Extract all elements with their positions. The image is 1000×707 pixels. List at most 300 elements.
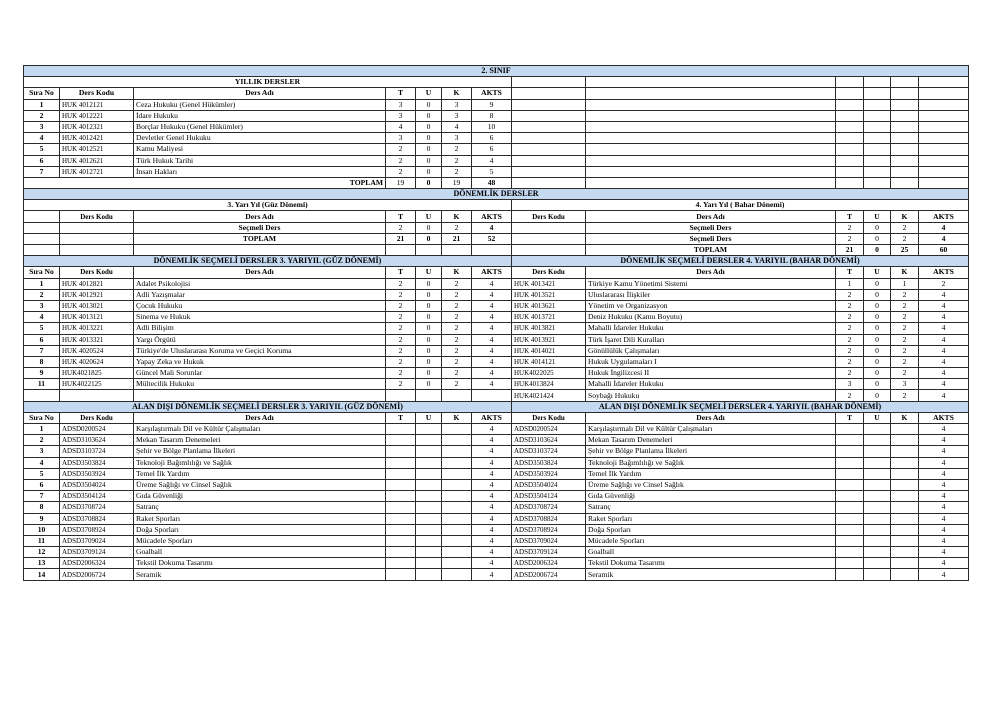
value-cell: 2 bbox=[442, 379, 472, 390]
secmeli-title-row bbox=[24, 256, 969, 267]
value-cell: 4 bbox=[472, 446, 512, 457]
course-name: Karşılaştırmalı Dil ve Kültür Çalışmaları bbox=[134, 424, 386, 435]
empty-cell bbox=[512, 166, 586, 177]
value-cell: 25 bbox=[891, 245, 919, 256]
empty-cell bbox=[442, 491, 472, 502]
column-header: AKTS bbox=[919, 211, 969, 222]
value-cell: 4 bbox=[472, 379, 512, 390]
alan-disi-row bbox=[24, 479, 969, 490]
value-cell: 0 bbox=[416, 300, 442, 311]
value-cell: 2 bbox=[386, 356, 416, 367]
course-name: Türk Hukuk Tarihi bbox=[134, 155, 386, 166]
value-cell: 3 bbox=[386, 133, 416, 144]
empty-cell bbox=[512, 77, 586, 88]
empty-cell bbox=[836, 535, 864, 546]
course-name: Raket Sporları bbox=[134, 513, 386, 524]
course-code: ADSD3709124 bbox=[60, 547, 134, 558]
column-header: Sıra No bbox=[24, 412, 60, 423]
column-header: T bbox=[836, 211, 864, 222]
course-code: ADSD2006724 bbox=[512, 569, 586, 580]
empty-cell bbox=[864, 457, 891, 468]
value-cell: 2 bbox=[836, 289, 864, 300]
empty-cell bbox=[442, 468, 472, 479]
donemlik-row bbox=[24, 222, 969, 233]
value-cell: 4 bbox=[919, 345, 969, 356]
value-cell: 0 bbox=[416, 110, 442, 121]
course-code: ADSD3504024 bbox=[512, 479, 586, 490]
empty-cell bbox=[512, 144, 586, 155]
secmeli-row bbox=[24, 390, 969, 401]
row-number: 11 bbox=[24, 379, 60, 390]
value-cell: 4 bbox=[472, 491, 512, 502]
course-code: HUK 4013921 bbox=[512, 334, 586, 345]
value-cell: 2 bbox=[386, 345, 416, 356]
row-number: 10 bbox=[24, 524, 60, 535]
empty-cell bbox=[386, 502, 416, 513]
secmeli-row bbox=[24, 379, 969, 390]
row-number: 5 bbox=[24, 468, 60, 479]
empty-cell bbox=[836, 435, 864, 446]
empty-cell bbox=[864, 77, 891, 88]
value-cell: 4 bbox=[919, 569, 969, 580]
course-code: HUK 4013621 bbox=[512, 300, 586, 311]
column-header: T bbox=[386, 267, 416, 278]
empty-cell bbox=[891, 77, 919, 88]
column-header: K bbox=[442, 88, 472, 99]
value-cell: 4 bbox=[472, 334, 512, 345]
course-code: HUK 4013321 bbox=[60, 334, 134, 345]
empty-cell bbox=[386, 479, 416, 490]
value-cell: 4 bbox=[472, 569, 512, 580]
value-cell: 2 bbox=[836, 323, 864, 334]
empty-cell bbox=[386, 245, 416, 256]
yillik-row bbox=[24, 166, 969, 177]
course-code: HUK 4012321 bbox=[60, 121, 134, 132]
course-name: TOPLAM bbox=[586, 245, 836, 256]
donemlik-row bbox=[24, 245, 969, 256]
value-cell: 0 bbox=[416, 356, 442, 367]
course-code: ADSD2006324 bbox=[60, 558, 134, 569]
course-name: Türkiye Kamu Yönetimi Sistemi bbox=[586, 278, 836, 289]
value-cell: 2 bbox=[836, 356, 864, 367]
course-name: Deniz Hukuku (Kamu Boyutu) bbox=[586, 312, 836, 323]
value-cell: 4 bbox=[919, 457, 969, 468]
value-cell: 4 bbox=[919, 502, 969, 513]
course-name: Seramik bbox=[586, 569, 836, 580]
empty-cell bbox=[891, 144, 919, 155]
empty-cell bbox=[586, 99, 836, 110]
empty-cell bbox=[386, 457, 416, 468]
row-number: 1 bbox=[24, 278, 60, 289]
alan-disi-row bbox=[24, 435, 969, 446]
value-cell bbox=[472, 390, 512, 401]
row-number: 3 bbox=[24, 446, 60, 457]
course-name: Mekan Tasarım Denemeleri bbox=[134, 435, 386, 446]
value-cell: 52 bbox=[472, 233, 512, 244]
value-cell: 2 bbox=[891, 233, 919, 244]
secmeli-row bbox=[24, 345, 969, 356]
empty-cell bbox=[891, 524, 919, 535]
course-name: Mahalli İdareler Hukuku bbox=[586, 323, 836, 334]
course-name: Mücadele Sporları bbox=[134, 535, 386, 546]
course-name: Şehir ve Bölge Planlama İlkeleri bbox=[134, 446, 386, 457]
empty-cell bbox=[864, 513, 891, 524]
value-cell: 3 bbox=[24, 121, 60, 132]
course-code: ADSD2006724 bbox=[60, 569, 134, 580]
value-cell bbox=[512, 233, 586, 244]
course-code: HUK 4012521 bbox=[60, 144, 134, 155]
value-cell: 0 bbox=[416, 312, 442, 323]
empty-cell bbox=[836, 479, 864, 490]
total-value: 0 bbox=[416, 177, 442, 188]
course-code: ADSD3709024 bbox=[60, 535, 134, 546]
empty-cell bbox=[864, 110, 891, 121]
value-cell: 2 bbox=[836, 345, 864, 356]
course-code: HUK 4014021 bbox=[512, 345, 586, 356]
empty-cell bbox=[919, 99, 969, 110]
row-number: 4 bbox=[24, 312, 60, 323]
value-cell: 0 bbox=[864, 233, 891, 244]
value-cell: 0 bbox=[416, 379, 442, 390]
value-cell: 3 bbox=[442, 110, 472, 121]
course-name: Teknoloji Bağımlılığı ve Sağlık bbox=[134, 457, 386, 468]
empty-cell bbox=[386, 491, 416, 502]
empty-cell bbox=[512, 110, 586, 121]
empty-cell bbox=[442, 502, 472, 513]
course-code: HUK 4013721 bbox=[512, 312, 586, 323]
value-cell: 2 bbox=[442, 368, 472, 379]
value-cell: 4 bbox=[919, 558, 969, 569]
value-cell: 4 bbox=[472, 155, 512, 166]
value-cell: 4 bbox=[919, 368, 969, 379]
empty-cell bbox=[891, 121, 919, 132]
column-header: U bbox=[416, 211, 442, 222]
empty-cell bbox=[891, 513, 919, 524]
column-header: AKTS bbox=[472, 211, 512, 222]
course-code: ADSD3708724 bbox=[60, 502, 134, 513]
empty-cell bbox=[919, 121, 969, 132]
column-header: T bbox=[386, 88, 416, 99]
total-value: 19 bbox=[386, 177, 416, 188]
page-title: 2. SINIF bbox=[24, 66, 969, 77]
alan-disi-row bbox=[24, 547, 969, 558]
value-cell: 0 bbox=[416, 133, 442, 144]
course-name: Mücadele Sporları bbox=[586, 535, 836, 546]
course-name: Sinema ve Hukuk bbox=[134, 312, 386, 323]
donemlik-header-row bbox=[24, 211, 969, 222]
alan-disi-row bbox=[24, 457, 969, 468]
value-cell: 3 bbox=[386, 110, 416, 121]
semester-title-row bbox=[24, 200, 969, 211]
secmeli-bahar-title: DÖNEMLİK SEÇMELİ DERSLER 4. YARIYIL (BAHAR DÖNEMİ) bbox=[512, 256, 969, 267]
value-cell: 4 bbox=[442, 121, 472, 132]
empty-cell bbox=[836, 133, 864, 144]
value-cell: 0 bbox=[864, 390, 891, 401]
value-cell: 3 bbox=[836, 379, 864, 390]
course-code: HUK 4012221 bbox=[60, 110, 134, 121]
course-name bbox=[134, 390, 386, 401]
empty-cell bbox=[864, 99, 891, 110]
alan-disi-row bbox=[24, 558, 969, 569]
value-cell: 4 bbox=[919, 547, 969, 558]
empty-cell bbox=[416, 491, 442, 502]
value-cell: 4 bbox=[386, 121, 416, 132]
column-header: Ders Kodu bbox=[512, 412, 586, 423]
empty-cell bbox=[442, 558, 472, 569]
course-code: ADSD3103624 bbox=[512, 435, 586, 446]
course-code: HUK4021424 bbox=[512, 390, 586, 401]
empty-cell bbox=[836, 491, 864, 502]
value-cell: 0 bbox=[864, 300, 891, 311]
empty-cell bbox=[134, 245, 386, 256]
value-cell: 4 bbox=[472, 457, 512, 468]
value-cell: 0 bbox=[864, 222, 891, 233]
value-cell: 2 bbox=[386, 300, 416, 311]
value-cell: 2 bbox=[442, 334, 472, 345]
value-cell: 2 bbox=[386, 323, 416, 334]
value-cell bbox=[442, 390, 472, 401]
value-cell: 21 bbox=[386, 233, 416, 244]
yillik-total-row bbox=[24, 177, 969, 188]
value-cell: 2 bbox=[442, 166, 472, 177]
column-header: AKTS bbox=[472, 267, 512, 278]
empty-cell bbox=[512, 177, 586, 188]
empty-cell bbox=[836, 558, 864, 569]
column-header: Ders Kodu bbox=[512, 211, 586, 222]
course-name: Yapay Zeka ve Hukuk bbox=[134, 356, 386, 367]
value-cell: 0 bbox=[416, 155, 442, 166]
course-name: Güncel Mali Sorunlar bbox=[134, 368, 386, 379]
empty-cell bbox=[891, 569, 919, 580]
column-header: Ders Adı bbox=[586, 267, 836, 278]
secmeli-row bbox=[24, 334, 969, 345]
empty-cell bbox=[512, 121, 586, 132]
alan-disi-row bbox=[24, 491, 969, 502]
value-cell: 2 bbox=[386, 278, 416, 289]
value-cell: 0 bbox=[416, 99, 442, 110]
empty-cell bbox=[586, 110, 836, 121]
curriculum-table bbox=[23, 65, 969, 581]
value-cell: 4 bbox=[472, 502, 512, 513]
course-code: ADSD3103724 bbox=[512, 446, 586, 457]
value-cell: 4 bbox=[472, 535, 512, 546]
empty-cell bbox=[24, 233, 60, 244]
value-cell: 1 bbox=[836, 278, 864, 289]
empty-cell bbox=[864, 468, 891, 479]
empty-cell bbox=[60, 245, 134, 256]
column-header: U bbox=[416, 412, 442, 423]
value-cell: 2 bbox=[891, 390, 919, 401]
course-name: Soybağı Hukuku bbox=[586, 390, 836, 401]
empty-cell bbox=[386, 558, 416, 569]
course-code: ADSD0200524 bbox=[60, 424, 134, 435]
empty-cell bbox=[919, 133, 969, 144]
empty-cell bbox=[416, 547, 442, 558]
empty-cell bbox=[891, 155, 919, 166]
row-number: 4 bbox=[24, 457, 60, 468]
donemlik-title-row bbox=[24, 189, 969, 200]
value-cell: 0 bbox=[416, 334, 442, 345]
value-cell bbox=[60, 233, 134, 244]
course-name: Borçlar Hukuku (Genel Hükümler) bbox=[134, 121, 386, 132]
course-name: Yargı Örgütü bbox=[134, 334, 386, 345]
alan-disi-row bbox=[24, 524, 969, 535]
column-header: Ders Kodu bbox=[60, 412, 134, 423]
alan-disi-title-row bbox=[24, 401, 969, 412]
course-name: Temel İlk Yardım bbox=[586, 468, 836, 479]
value-cell: 4 bbox=[472, 356, 512, 367]
column-header: K bbox=[442, 412, 472, 423]
course-code: ADSD3503924 bbox=[60, 468, 134, 479]
value-cell: 2 bbox=[836, 222, 864, 233]
value-cell: 1 bbox=[891, 278, 919, 289]
empty-cell bbox=[919, 144, 969, 155]
value-cell: 2 bbox=[386, 155, 416, 166]
course-code: HUK 4012821 bbox=[60, 278, 134, 289]
alan-disi-row bbox=[24, 569, 969, 580]
empty-cell bbox=[864, 569, 891, 580]
yillik-title-row bbox=[24, 77, 969, 88]
donemlik-row bbox=[24, 233, 969, 244]
secmeli-row bbox=[24, 289, 969, 300]
course-name: Hukuk İngilizcesi II bbox=[586, 368, 836, 379]
value-cell: 2 bbox=[386, 166, 416, 177]
value-cell: 0 bbox=[416, 233, 442, 244]
value-cell: 0 bbox=[864, 356, 891, 367]
yillik-title: YILLIK DERSLER bbox=[24, 77, 512, 88]
empty-cell bbox=[442, 513, 472, 524]
value-cell: 4 bbox=[472, 524, 512, 535]
empty-cell bbox=[836, 110, 864, 121]
empty-cell bbox=[416, 446, 442, 457]
row-number: 2 bbox=[24, 435, 60, 446]
column-header: Ders Adı bbox=[134, 88, 386, 99]
column-header: Ders Adı bbox=[134, 267, 386, 278]
empty-cell bbox=[386, 446, 416, 457]
page-title-row bbox=[24, 66, 969, 77]
column-header: Sıra No bbox=[24, 267, 60, 278]
value-cell: 4 bbox=[472, 289, 512, 300]
empty-cell bbox=[386, 435, 416, 446]
value-cell: 1 bbox=[24, 99, 60, 110]
value-cell bbox=[60, 222, 134, 233]
alan-disi-row bbox=[24, 513, 969, 524]
empty-cell bbox=[836, 99, 864, 110]
empty-cell bbox=[416, 558, 442, 569]
row-number: 3 bbox=[24, 300, 60, 311]
value-cell: 6 bbox=[472, 133, 512, 144]
empty-cell bbox=[24, 222, 60, 233]
course-name: Şehir ve Bölge Planlama İlkeleri bbox=[586, 446, 836, 457]
value-cell: 4 bbox=[919, 334, 969, 345]
empty-cell bbox=[919, 166, 969, 177]
empty-cell bbox=[864, 547, 891, 558]
empty-cell bbox=[864, 133, 891, 144]
empty-cell bbox=[919, 110, 969, 121]
yillik-row bbox=[24, 99, 969, 110]
alan-disi-bahar-title: ALAN DIŞI DÖNEMLİK SEÇMELİ DERSLER 4. YARIYIL (BAHAR DÖNEMİ) bbox=[512, 401, 969, 412]
empty-cell bbox=[386, 468, 416, 479]
value-cell: 4 bbox=[919, 300, 969, 311]
row-number: 7 bbox=[24, 491, 60, 502]
empty-cell bbox=[891, 468, 919, 479]
value-cell: 2 bbox=[386, 222, 416, 233]
value-cell: 10 bbox=[472, 121, 512, 132]
empty-cell bbox=[919, 88, 969, 99]
empty-cell bbox=[864, 435, 891, 446]
course-code: ADSD3103724 bbox=[60, 446, 134, 457]
empty-cell bbox=[442, 535, 472, 546]
column-header: K bbox=[442, 211, 472, 222]
course-code: HUK 4020624 bbox=[60, 356, 134, 367]
course-code: ADSD0200524 bbox=[512, 424, 586, 435]
empty-cell bbox=[586, 121, 836, 132]
course-code: ADSD3708924 bbox=[512, 524, 586, 535]
empty-cell bbox=[416, 457, 442, 468]
value-cell: 2 bbox=[891, 312, 919, 323]
course-name: Gıda Güvenliği bbox=[134, 491, 386, 502]
column-header: AKTS bbox=[472, 88, 512, 99]
value-cell bbox=[386, 390, 416, 401]
empty-cell bbox=[836, 502, 864, 513]
empty-cell bbox=[891, 457, 919, 468]
value-cell bbox=[512, 222, 586, 233]
value-cell: 4 bbox=[472, 558, 512, 569]
value-cell: 4 bbox=[919, 379, 969, 390]
row-number: 14 bbox=[24, 569, 60, 580]
value-cell: 0 bbox=[416, 121, 442, 132]
value-cell: 2 bbox=[891, 356, 919, 367]
course-name: Karşılaştırmalı Dil ve Kültür Çalışmaları bbox=[586, 424, 836, 435]
row-number: 1 bbox=[24, 424, 60, 435]
total-label: TOPLAM bbox=[24, 177, 386, 188]
course-name: Satranç bbox=[134, 502, 386, 513]
empty-cell bbox=[836, 446, 864, 457]
value-cell: 4 bbox=[472, 222, 512, 233]
semester4-title: 4. Yarı Yıl ( Bahar Dönemi) bbox=[512, 200, 969, 211]
empty-cell bbox=[864, 177, 891, 188]
value-cell: 2 bbox=[836, 300, 864, 311]
empty-cell bbox=[919, 77, 969, 88]
course-name: Ceza Hukuku (Genel Hükümler) bbox=[134, 99, 386, 110]
empty-cell bbox=[864, 502, 891, 513]
value-cell: 2 bbox=[386, 289, 416, 300]
empty-cell bbox=[512, 133, 586, 144]
course-code: HUK 4012721 bbox=[60, 166, 134, 177]
value-cell: 2 bbox=[386, 312, 416, 323]
empty-cell bbox=[891, 88, 919, 99]
column-header: Ders Adı bbox=[134, 211, 386, 222]
column-header: Ders Kodu bbox=[60, 88, 134, 99]
course-code: HUK 4013421 bbox=[512, 278, 586, 289]
value-cell: 2 bbox=[836, 312, 864, 323]
course-name: Tekstil Dokuma Tasarımı bbox=[134, 558, 386, 569]
value-cell: 4 bbox=[472, 547, 512, 558]
column-header: Ders Kodu bbox=[60, 267, 134, 278]
course-code bbox=[60, 390, 134, 401]
empty-cell bbox=[864, 424, 891, 435]
course-name: Mekan Tasarım Denemeleri bbox=[586, 435, 836, 446]
value-cell: 4 bbox=[919, 468, 969, 479]
column-header: K bbox=[891, 267, 919, 278]
course-code: ADSD3708824 bbox=[60, 513, 134, 524]
empty-cell bbox=[891, 99, 919, 110]
column-header: T bbox=[386, 211, 416, 222]
value-cell: 4 bbox=[919, 479, 969, 490]
column-header: U bbox=[864, 267, 891, 278]
value-cell: 0 bbox=[864, 368, 891, 379]
value-cell: 2 bbox=[891, 300, 919, 311]
